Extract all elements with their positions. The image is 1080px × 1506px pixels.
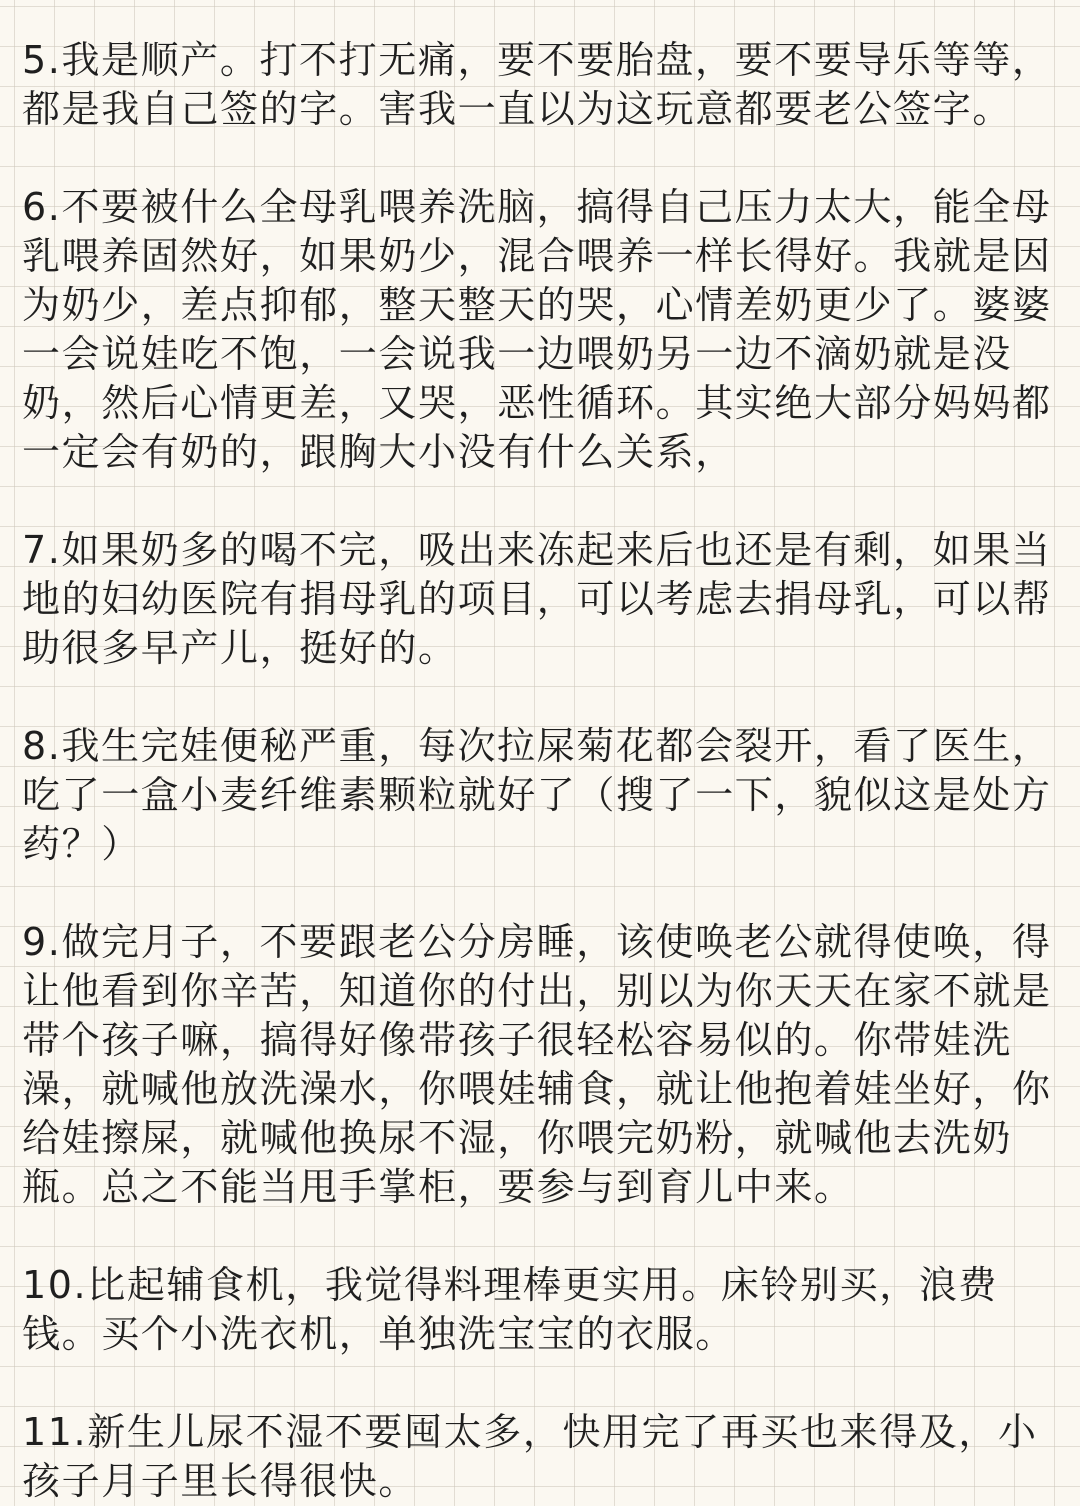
tip-paragraph-9: 9.做完月子，不要跟老公分房睡，该使唤老公就得使唤，得让他看到你辛苦，知道你的付出，别以为你天天在家不就是带个孩子嘛，搞得好像带孩子很轻松容易似的。你带娃洗澡，就喊他放洗澡水，你喂娃辅食，就让他抱着娃坐好，你给娃擦屎，就喊他换尿不湿，你喂完奶粉，就喊他去洗奶瓶。总之不能当甩手掌柜，要参与到育儿中来。 <box>22 920 1052 1209</box>
paragraph-spacer <box>22 869 1058 918</box>
tip-paragraph-8: 8.我生完娃便秘严重，每次拉屎菊花都会裂开，看了医生，吃了一盒小麦纤维素颗粒就好了（搜了一下，貌似这是处方药？） <box>22 724 1052 866</box>
tip-paragraph-6: 6.不要被什么全母乳喂养洗脑，搞得自己压力太大，能全母乳喂养固然好，如果奶少，混合喂养一样长得好。我就是因为奶少，差点抑郁，整天整天的哭，心情差奶更少了。婆婆一会说娃吃不饱，一会说我一边喂奶另一边不滴奶就是没奶，然后心情更差，又哭，恶性循环。其实绝大部分妈妈都一定会有奶的，跟胸大小没有什么关系， <box>22 185 1052 474</box>
paragraph-spacer <box>22 1359 1058 1408</box>
tip-paragraph-7: 7.如果奶多的喝不完，吸出来冻起来后也还是有剩，如果当地的妇幼医院有捐母乳的项目，可以考虑去捐母乳，可以帮助很多早产儿，挺好的。 <box>22 528 1052 670</box>
paragraph-spacer <box>22 134 1058 183</box>
tip-paragraph-10: 10.比起辅食机，我觉得料理棒更实用。床铃别买，浪费钱。买个小洗衣机，单独洗宝宝的衣服。 <box>22 1263 999 1356</box>
tip-paragraph-11: 11.新生儿尿不湿不要囤太多，快用完了再买也来得及，小孩子月子里长得很快。 <box>22 1410 1038 1503</box>
tip-paragraph-5: 5.我是顺产。打不打无痛，要不要胎盘，要不要导乐等等，都是我自己签的字。害我一直以为这玩意都要老公签字。 <box>22 38 1052 131</box>
paragraph-spacer <box>22 477 1058 526</box>
paragraph-spacer <box>22 673 1058 722</box>
paragraph-spacer <box>22 1212 1058 1261</box>
